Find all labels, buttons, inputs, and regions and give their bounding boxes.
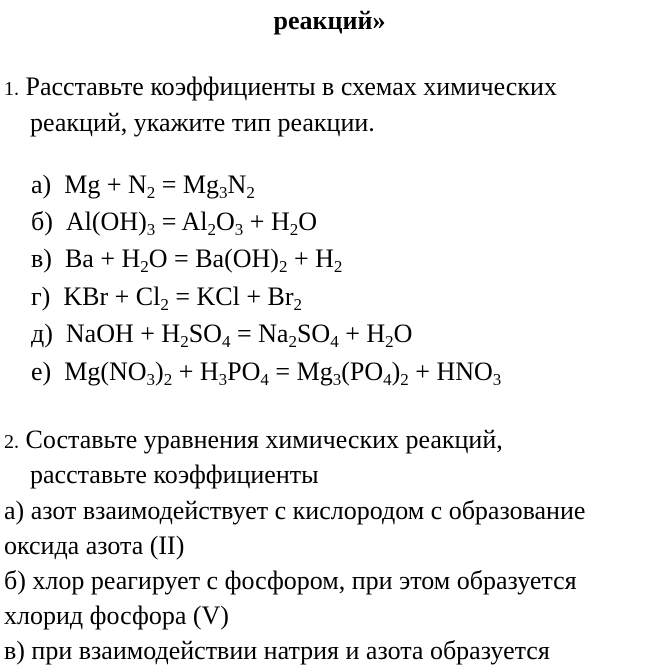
- task2-item-a-line1: а) азот взаимодействует с кислородом с образование: [4, 496, 586, 525]
- task2-item-a-line2: оксида азота (II): [4, 531, 185, 560]
- task2-text-line2: расставьте коэффициенты: [30, 460, 319, 489]
- equation-label: а): [31, 170, 52, 199]
- task1-heading: [4, 74, 557, 100]
- task2-item-c-line1: в) при взаимодействии натрия и азота образуется: [4, 636, 550, 665]
- equation-label: б): [31, 207, 53, 236]
- task2-item-b-line2: хлорид фосфора (V): [4, 601, 229, 630]
- equation-d: г) KBr + $Cl_2$ = KCl + $Br_2$: [31, 282, 303, 314]
- equation-label: в): [31, 244, 52, 273]
- equation-a: а) $Mg + N_2 = Mg_3N_2$: [31, 170, 255, 202]
- equation-label: д): [31, 319, 53, 348]
- task1-text-line1: Расставьте коэффициенты в схемах химических: [25, 72, 557, 101]
- equation-c: в) $Ba + H_2O = Ba(OH)_2 + H_2$: [31, 244, 343, 276]
- document-title: реакций»: [273, 6, 386, 35]
- equation-e: д) NaOH + $H_2SO_4 = Na_2SO_4 + H_2O$: [31, 319, 413, 351]
- task2-item-b-line1: б) хлор реагирует с фосфором, при этом образуется: [4, 566, 577, 595]
- equation-b: б) $Al(OH)_3 = Al_2O_3 + H_2O$: [31, 207, 318, 239]
- task2-text-line1: Составьте уравнения химических реакций,: [25, 425, 503, 454]
- task1-number: 1.: [4, 78, 19, 100]
- task2-heading: [4, 427, 503, 453]
- equation-f: е) $Mg(NO_3)_2 + H_3PO_4 = Mg_3(PO_4)_2 + HNO_3$: [31, 357, 502, 389]
- equation-label: е): [31, 357, 52, 386]
- equation-label: г): [31, 282, 51, 311]
- task2-number: 2.: [4, 431, 19, 453]
- task1-text-line2: реакций, укажите тип реакции.: [30, 108, 375, 137]
